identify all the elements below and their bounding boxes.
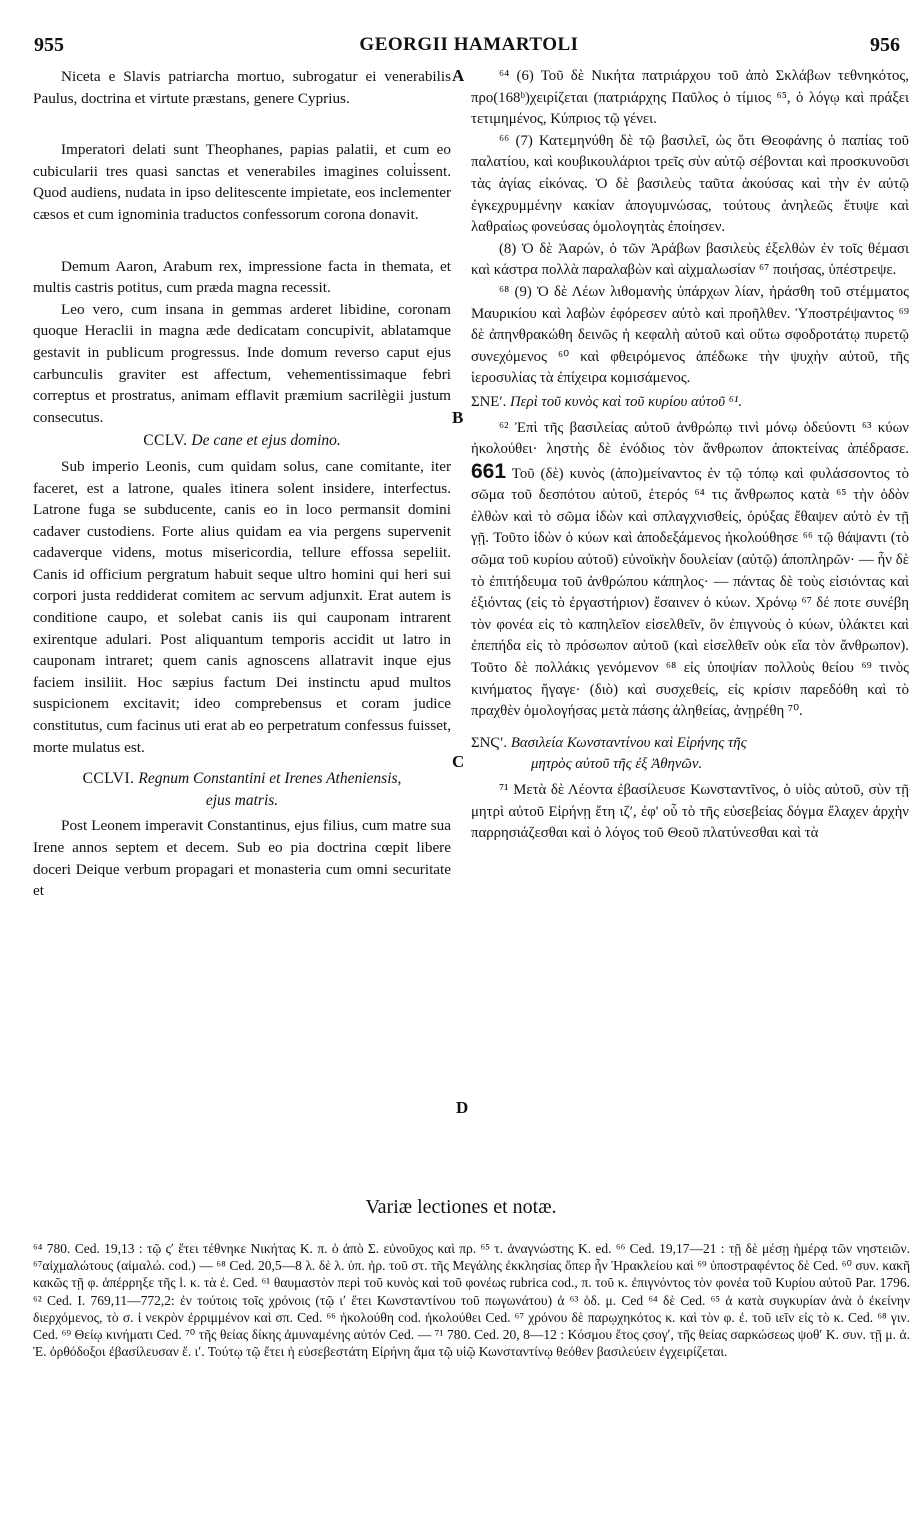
section-number: ΣΝϚʹ. bbox=[471, 734, 508, 751]
section-title-cont: μητρὸς αὐτοῦ τῆς ἐξ Ἀθηνῶν. bbox=[531, 756, 703, 773]
edition-page-number: 661 bbox=[471, 459, 507, 483]
right-page-number: 956 bbox=[870, 34, 900, 56]
section-title: Περὶ τοῦ κυνὸς καὶ τοῦ κυρίου αὐτοῦ ⁶¹. bbox=[509, 393, 743, 410]
greek-paragraph bbox=[471, 418, 909, 723]
running-title: GEORGII HAMARTOLI bbox=[359, 34, 579, 55]
section-number: CCLVI. bbox=[82, 770, 135, 788]
margin-letter-b: B bbox=[452, 408, 464, 427]
notes-title: Variæ lectiones et notæ. bbox=[365, 1196, 557, 1218]
greek-paragraph: (8) Ὁ δὲ Ἀαρών, ὁ τῶν Ἀράβων βασιλεὺς ἐξελθὼν ἐν τοῖς θέμασι καὶ κάστρα πολλὰ παραλαβὼν καὶ αἰχμαλωσίαν ⁶⁷ ποιήσας, ὑπέστρεψε. bbox=[471, 240, 909, 279]
greek-text: Τοῦ (δὲ) κυνὸς (ἀπο)μείναντος ἐν τῷ τόπῳ καὶ φυλάσσοντος τὸ σῶμα τοῦ δεσπότου αὐτοῦ, ἑτερός ⁶⁴ τις ἄνθρωπος κατὰ ⁶⁵ τὴν ὁδὸν ἐλθὼν καὶ τὸ σῶμα ἰδὼν καὶ σπλαγχνισθείς, ὀρύξας ἔθαψεν αὐτὸ ἐν τῇ γῇ. Τοῦτο ἰδὼν ὁ κύων καὶ ἀποδεξάμενος ἠκολούθησε ⁶⁶ τῷ θάψαντι (τὸ σῶμα τοῦ κυρίου αὐτοῦ) εὐνοϊκὴν δουλείαν (αὐτῷ) ἀποπληρῶν· — ἦν δὲ τὸ ἐπιτήδευμα τοῦ ἀνθρώπου κάπηλος· — πάντας δὲ τοὺς εἰσιόντας καὶ ἐξιόντας (εἰς τὸ ἐργαστήριον) ἔσαινεν ὁ κύων. Χρόνῳ ⁶⁷ δέ ποτε συνέβη τὸν φονέα εἰς τὸ καπηλεῖον εἰσελθεῖν, ὃν ἐπιγνοὺς ὁ κύων, ὑλάκτει καὶ ἐπεπήδα εἰς τὸ πρόσωπον αὐτοῦ (καὶ εἰσελθεῖν οὐκ εἴα τὸν ἄνθρωπον). Τοῦτο δὲ πολλάκις γενόμενον ⁶⁸ εἰς ὑποψίαν πολλοὺς θείου ⁶⁹ τινὸς κινήματος ἤγαγε· (διὸ) καὶ συσχεθείς, εἰς κρίσιν παρεδόθη καὶ τὸ πραχθὲν ὁμολογήσας μετὰ πάσης ἀληθείας, ἀνῃρέθη ⁷⁰. bbox=[471, 465, 909, 720]
left-page-number: 955 bbox=[34, 34, 64, 56]
page-header bbox=[26, 34, 912, 64]
greek-paragraph: ⁶⁸ (9) Ὁ δὲ Λέων λιθομανὴς ὑπάρχων λίαν, ἠράσθη τοῦ στέμματος Μαυρικίου καὶ λαβὼν ἐφόρεσεν αὐτὸ καὶ προῆλθεν. Ὑποστρέψαντος ⁶⁹ δὲ ἀπηνθρακώθη δεινῶς ἡ κεφαλὴ αὐτοῦ καὶ οὕτω σφοδροτάτῳ πυρετῷ συνεχόμενος ⁶⁰ καὶ φθειρόμενος ἀπέδωκε τὴν ψυχὴν αὐτοῦ, τῆς ἱεροσυλίας τὰ ἐπίχειρα κομισάμενος. bbox=[471, 283, 909, 387]
margin-letter-d: D bbox=[456, 1098, 469, 1117]
latin-paragraph: Demum Aaron, Arabum rex, impressione facta in themata, et multis castris potitus, cum præda magna recessit. bbox=[33, 257, 451, 297]
latin-paragraph: Post Leonem imperavit Constantinus, ejus filius, cum matre sua Irene annos septem et decem. Sub eo pia doctrina cœpit libere doceri Deique verbum propagari et monasteria cum omni securitate et bbox=[33, 817, 451, 900]
section-number: CCLV. bbox=[143, 432, 188, 450]
greek-text: ⁶² Ἐπὶ τῆς βασιλείας αὐτοῦ ἀνθρώπῳ τινὶ μόνῳ ὁδεύοντι ⁶³ κύων ἠκολούθει· ληστὴς δὲ ἐνόδιος τὸν ἄνθρωπον ἀποκτείνας ἀπέδρασε. bbox=[471, 419, 909, 458]
latin-section-heading bbox=[33, 430, 451, 452]
latin-column bbox=[33, 66, 451, 902]
greek-paragraph: ⁷¹ Μετὰ δὲ Λέοντα ἐβασίλευσε Κωνσταντῖνος, ὁ υἱὸς αὐτοῦ, σὺν τῇ μητρὶ αὐτοῦ Εἰρήνῃ ἔτη ιζʹ, ἐφ' οὗ τὸ τῆς εὐσεβείας δόγμα ἔλαχεν ἀρχὴν παρρησιάζεσθαι καὶ ὁ λόγος τοῦ Θεοῦ πλατύνεσθαι καὶ τὰ bbox=[471, 782, 909, 842]
section-title-cont: ejus matris. bbox=[205, 791, 279, 809]
margin-letter-c: C bbox=[452, 752, 465, 771]
latin-paragraph: Leo vero, cum insana in gemmas arderet libidine, coronam quoque Heraclii in magna æde dedicatam concupivit, ablatamque gestavit in publicum progressus. Inde domum reverso caput ejus carbunculis graviter est affectum, vehementissimaque febri correptus et prostratus, animam efflavit præmium sacrilègii justum consecutus. bbox=[33, 300, 451, 426]
latin-paragraph: Sub imperio Leonis, cum quidam solus, cane comitante, iter faceret, est a latrone, quales itinera solent insidere, interfectus. Latrone fuga se subducente, canis eo in loco permansit domini cadaver custodiens. Forte alius quidam ea via pergens supervenit cadaverque videns, motus misericordia, tellure effossa sepeliit. Canis id officium pergratum habuit seque ultro homini qui heri sui corpori justa reddiderat comitem ac servum adjunxit. Erat autem is conditione caupo, et solebat canis iis qui cauponam intrarent exirentque adulari. Post aliquantum temporis accidit ut latro in cauponam intraret; quem canis agnoscens allatravit inque ejus faciem insiliit. Hoc sæpius factum Dei instinctu apud multos suspicionem excitavit; ideo comprebensus et coram judice constitutus, cum facinus uti erat ab eo perpetratum confessus fuisset, morte mulatus est. bbox=[33, 457, 451, 756]
section-title: De cane et ejus domino. bbox=[191, 432, 341, 450]
section-title: Βασιλεία Κωνσταντίνου καὶ Εἰρήνης τῆς bbox=[510, 734, 747, 751]
variant-readings-notes: ⁶⁴ 780. Ced. 19,13 : τῷ ςʹ ἔτει τέθνηκε Νικήτας Κ. π. ὁ ἀπὸ Σ. εὐνοῦχος καὶ πρ. ⁶⁵ τ. ἀναγνώστης Κ. ed. ⁶⁶ Ced. 19,17—21 : τῇ δὲ μέσῃ ἡμέρᾳ τῶν νηστειῶν. ⁶⁷αἰχμαλώτους (αἰμαλώ. cod.) — ⁶⁸ Ced. 20,5—8 λ. δὲ λ. ὑπ. ἠρ. τοῦ στ. τῆς Μεγάλης ἐκκλησίας ὅπερ ἦν Ἡρακλείου καὶ ⁶⁹ ὑποστραφέντος δὲ Ced. ⁶⁰ συν. κακῆ κακῶς τῇ φ. ἀπέρρηξε τῆς l. κ. τὰ ἐ. Ced. ⁶¹ θαυμαστὸν περὶ τοῦ κυνὸς καὶ τοῦ φονέως rubrica cod., π. τοῦ κ. ἐπιγνόντος τὸν φονέα τοῦ Κυρίου αὐτοῦ Par. 1796. ⁶² Ced. I. 769,11—772,2: ἐν τούτοις τοῖς χρόνοις (τῷ ιʹ ἔτει Κωνσταντίνου τοῦ πωγωνάτου) ἀ ⁶³ ὁδ. μ. Ced ⁶⁴ δὲ Ced. ⁶⁵ ἀ κατὰ συγκυρίαν ἀνὰ ὁ ἐκείνην διερχόμενος, τὸ σ. ἰ νεκρὸν ἐρριμμένον καὶ σπ. Ced. ⁶⁶ ἠκολούθη cod. ἠκολούθει Ced. ⁶⁷ χρόνου δὲ παρῳχηκότος κ. καὶ τὸν φ. ἐ. τοῦ ιεῖν εἰς τὸ κ. Ced. ⁶⁸ γιν. Ced. ⁶⁹ Θείῳ κινήματι Ced. ⁷⁰ τῆς θείας δίκης ἀμυναμένης αὐτόν Ced. — ⁷¹ 780. Ced. 20, 8—12 : Κόσμου ἔτος ςσογʹ, τῆς θείας σαρκώσεως ψοθʹ Κ. συν. τῇ μ. ἀ. Ἐ. ὀρθόδοξοι ἐβασίλευσαν ἔ. ιʹ. Τούτῳ τῷ ἔτει ἡ εὐσεβεστάτη Εἰρήνη ἅμα τῷ υἱῷ Κωνσταντίνῳ θεόθεν βασιλεύειν ἐγχειρίζεται. bbox=[33, 1241, 910, 1360]
section-number: ΣΝΕʹ. bbox=[471, 393, 507, 410]
greek-column bbox=[471, 66, 909, 845]
margin-letter-a: A bbox=[452, 66, 465, 85]
section-title: Regnum Constantini et Irenes Atheniensis, bbox=[138, 770, 402, 788]
latin-paragraph: Niceta e Slavis patriarcha mortuo, subrogatur ei venerabilis Paulus, doctrina et virtute præstans, genere Cyprius. bbox=[33, 68, 451, 107]
greek-paragraph: ⁶⁴ (6) Τοῦ δὲ Νικήτα πατριάρχου τοῦ ἀπὸ Σκλάβων τεθνηκότος, προ(168ᵇ)χειρίζεται (πατριάρχης Παῦλος ὁ τίμιος ⁶⁵, ὁ λόγῳ καὶ πράξει τετιμημένος, Κύπριος τῷ γένει. bbox=[471, 68, 909, 128]
latin-paragraph: Imperatori delati sunt Theophanes, papias palatii, et cum eo cubicularii tres quasi sanctas et venerabiles imagines colui̇ssent. Quod audiens, nudata in ipso delitescente impietate, eos inclementer cæsos et cum ignominia traductos confessorum corona donavit. bbox=[33, 141, 451, 223]
greek-section-heading bbox=[471, 392, 909, 414]
latin-section-heading bbox=[33, 768, 451, 811]
greek-section-heading bbox=[471, 733, 909, 776]
greek-paragraph: ⁶⁶ (7) Κατεμηνύθη δὲ τῷ βασιλεῖ, ὡς ὅτι Θεοφάνης ὁ παπίας τοῦ παλατίου, καὶ κουβικουλάριοι τρεῖς σὺν αὐτῷ σέβονται καὶ προσκυνοῦσι τὰς ἁγίας εἰκόνας. Ὁ δὲ βασιλεὺς ταῦτα ἀκούσας καὶ τὴν ἐν αὐτῷ ἐγκεχρυμμένην κακίαν ἀπογυμνώσας, τούτους ἀνηλεῶς ἔτυψε καὶ λαθραίως φονεύσας ὁμολογητὰς ἐποίησεν. bbox=[471, 132, 909, 236]
